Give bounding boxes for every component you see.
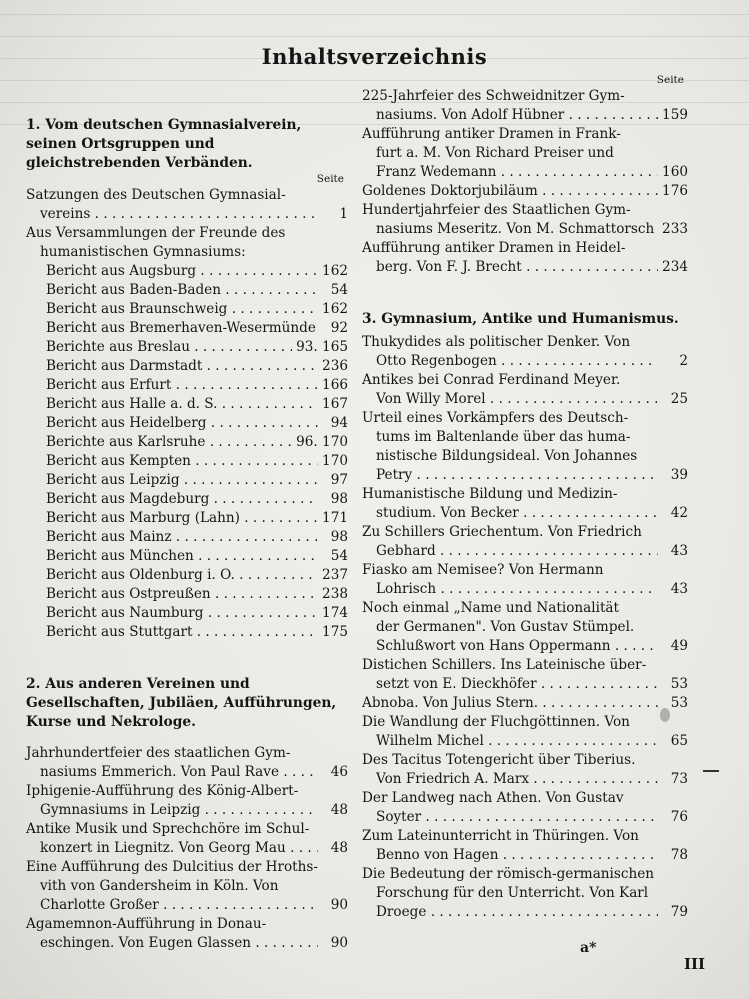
entry-text: Von Willy Morel . . . bbox=[362, 390, 658, 409]
entry-final-line bbox=[362, 694, 688, 713]
page-column-label: Seite bbox=[656, 74, 684, 86]
entry-text: humanistischen Gymnasiums: bbox=[40, 244, 246, 260]
entry-page-number: 48 bbox=[330, 802, 348, 818]
entry-final-line bbox=[26, 395, 348, 414]
entry-text: nasiums Emmerich. Von Paul Rave . . . bbox=[26, 763, 318, 782]
entry-page-number: 54 bbox=[330, 282, 348, 298]
entry-line: Antike Musik und Sprechchöre im Schul- bbox=[26, 821, 310, 837]
entry-line: Aufführung antiker Dramen in Heidel- bbox=[362, 240, 626, 256]
toc-entry bbox=[26, 452, 348, 471]
toc-entry bbox=[26, 528, 348, 547]
entry-text: Bericht aus Halle a. d. S. . . . bbox=[26, 395, 318, 414]
toc-entry bbox=[26, 300, 348, 319]
entry-text: Bericht aus Heidelberg . . . bbox=[26, 414, 318, 433]
toc-entry bbox=[362, 656, 688, 694]
entry-final-line bbox=[26, 338, 348, 357]
entry-line: Des Tacitus Totengericht über Tiberius. bbox=[362, 752, 636, 768]
toc-entry bbox=[362, 87, 688, 125]
toc-entry bbox=[362, 485, 688, 523]
toc-entry bbox=[362, 182, 688, 201]
toc-entry bbox=[362, 201, 688, 239]
entry-text: Berichte aus Breslau . . . bbox=[26, 338, 292, 357]
entry-page-number: 175 bbox=[322, 624, 348, 640]
page-title: Inhaltsverzeichnis bbox=[261, 44, 488, 69]
entry-page-number: 65 bbox=[670, 733, 688, 749]
entry-text: Bericht aus Marburg (Lahn) . . . bbox=[26, 509, 318, 528]
entry-text: Bericht aus Naumburg . . . bbox=[26, 604, 318, 623]
page-column-label: Seite bbox=[316, 173, 344, 185]
entry-line: Zum Lateinunterricht in Thüringen. Von bbox=[362, 828, 639, 844]
entry-page-number: 96. 170 bbox=[296, 434, 348, 450]
entry-line: Noch einmal „Name und Nationalität bbox=[362, 600, 619, 616]
entry-text: Bericht aus Braunschweig . . . bbox=[26, 300, 318, 319]
entry-final-line bbox=[26, 623, 348, 642]
entry-page-number: 237 bbox=[322, 567, 348, 583]
toc-entry bbox=[26, 186, 348, 224]
entry-text: Otto Regenbogen . . . bbox=[362, 352, 658, 371]
entry-text: konzert in Liegnitz. Von Georg Mau . . . bbox=[26, 839, 318, 858]
entry-line: Urteil eines Vorkämpfers des Deutsch- bbox=[362, 410, 629, 426]
entry-page-number: 25 bbox=[670, 391, 688, 407]
entry-final-line bbox=[362, 770, 688, 789]
entry-page-number: 53 bbox=[670, 676, 688, 692]
toc-entry bbox=[362, 865, 688, 922]
entry-text: Bericht aus Baden-Baden . . . bbox=[26, 281, 318, 300]
entry-final-line bbox=[26, 376, 348, 395]
toc-entry bbox=[26, 566, 348, 585]
entry-final-line bbox=[362, 637, 688, 656]
entry-final-line bbox=[26, 585, 348, 604]
entry-page-number: 170 bbox=[322, 453, 348, 469]
toc-entry bbox=[26, 744, 348, 782]
entry-final-line bbox=[26, 243, 348, 262]
entry-final-line bbox=[26, 262, 348, 281]
entry-final-line bbox=[26, 300, 348, 319]
entry-text: studium. Von Becker . . . bbox=[362, 504, 658, 523]
entry-text: Charlotte Großer . . . bbox=[26, 896, 318, 915]
entry-final-line bbox=[26, 604, 348, 623]
entry-text: Gymnasiums in Leipzig . . . bbox=[26, 801, 318, 820]
toc-entry bbox=[26, 858, 348, 915]
entry-final-line bbox=[26, 205, 348, 224]
entry-final-line bbox=[26, 452, 348, 471]
entry-final-line bbox=[362, 163, 688, 182]
entry-text: Bericht aus Augsburg . . . bbox=[26, 262, 318, 281]
entry-text: setzt von E. Dieckhöfer . . . bbox=[362, 675, 658, 694]
entry-page-number: 46 bbox=[330, 764, 348, 780]
toc-entry bbox=[362, 694, 688, 713]
entry-text: Berichte aus Karlsruhe . . . bbox=[26, 433, 292, 452]
toc-entry bbox=[26, 319, 348, 338]
entry-line: Die Bedeutung der römisch-germanischen bbox=[362, 866, 655, 882]
section1-entries bbox=[26, 186, 348, 262]
entry-text: Wilhelm Michel . . . bbox=[362, 732, 658, 751]
entry-text: Bericht aus Ostpreußen . . . bbox=[26, 585, 318, 604]
entry-final-line bbox=[362, 732, 688, 751]
entry-line: Fiasko am Nemisee? Von Hermann bbox=[362, 562, 604, 578]
entry-final-line bbox=[362, 390, 688, 409]
entry-page-number: 238 bbox=[322, 586, 348, 602]
page-number: III bbox=[684, 955, 706, 973]
toc-entry bbox=[26, 376, 348, 395]
toc-entry bbox=[362, 333, 688, 371]
toc-entry bbox=[362, 561, 688, 599]
entry-page-number: 166 bbox=[322, 377, 348, 393]
entry-final-line bbox=[362, 580, 688, 599]
entry-line: Humanistische Bildung und Medizin- bbox=[362, 486, 618, 502]
entry-final-line bbox=[362, 846, 688, 865]
entry-text: Bericht aus Darmstadt . . . bbox=[26, 357, 318, 376]
entry-page-number: 2 bbox=[679, 353, 688, 369]
entry-final-line bbox=[362, 808, 688, 827]
signature-mark: a* bbox=[580, 940, 597, 956]
entry-line: vith von Gandersheim in Köln. Von bbox=[40, 878, 279, 894]
entry-line: Forschung für den Unterricht. Von Karl bbox=[376, 885, 649, 901]
toc-entry bbox=[362, 599, 688, 656]
entry-text: Droege . . . bbox=[362, 903, 658, 922]
entry-page-number: 39 bbox=[670, 467, 688, 483]
entry-text: Bericht aus Erfurt . . . bbox=[26, 376, 318, 395]
entry-final-line bbox=[26, 319, 348, 338]
entry-text: eschingen. Von Eugen Glassen . . . bbox=[26, 934, 318, 953]
section2-entries bbox=[26, 744, 348, 953]
entry-final-line bbox=[26, 896, 348, 915]
entry-line: nistische Bildungsideal. Von Johannes bbox=[376, 448, 638, 464]
entry-page-number: 54 bbox=[330, 548, 348, 564]
entry-text: vereins . . . bbox=[26, 205, 318, 224]
entry-page-number: 162 bbox=[322, 263, 348, 279]
toc-entry bbox=[362, 523, 688, 561]
entry-page-number: 167 bbox=[322, 396, 348, 412]
entry-line: Aus Versammlungen der Freunde des bbox=[26, 225, 286, 241]
entry-text: Bericht aus München . . . bbox=[26, 547, 318, 566]
toc-entry bbox=[26, 915, 348, 953]
entry-line: Die Wandlung der Fluchgöttinnen. Von bbox=[362, 714, 630, 730]
entry-page-number: 162 bbox=[322, 301, 348, 317]
entry-final-line bbox=[26, 281, 348, 300]
entry-text: Gebhard . . . bbox=[362, 542, 658, 561]
entry-text: Bericht aus Oldenburg i. O. . . . bbox=[26, 566, 318, 585]
entry-page-number: 42 bbox=[670, 505, 688, 521]
entry-line: 225-Jahrfeier des Schweidnitzer Gym- bbox=[362, 88, 625, 104]
entry-page-number: 174 bbox=[322, 605, 348, 621]
toc-entry bbox=[26, 224, 348, 262]
entry-final-line bbox=[362, 542, 688, 561]
toc-entry bbox=[26, 490, 348, 509]
entry-line: Iphigenie-Aufführung des König-Albert- bbox=[26, 783, 299, 799]
toc-entry bbox=[26, 623, 348, 642]
entry-text: Bericht aus Magdeburg . . . bbox=[26, 490, 318, 509]
entry-text: Abnoba. Von Julius Stern. . . . bbox=[362, 694, 658, 713]
entry-page-number: 76 bbox=[670, 809, 688, 825]
entry-final-line bbox=[26, 471, 348, 490]
toc-entry bbox=[26, 281, 348, 300]
toc-entry bbox=[26, 585, 348, 604]
entry-line: Distichen Schillers. Ins Lateinische über- bbox=[362, 657, 647, 673]
entry-page-number: 171 bbox=[322, 510, 348, 526]
section3-entries bbox=[362, 333, 688, 922]
entry-final-line bbox=[362, 504, 688, 523]
entry-final-line bbox=[26, 839, 348, 858]
entry-final-line bbox=[26, 801, 348, 820]
entry-page-number: 98 bbox=[330, 491, 348, 507]
entry-page-number: 159 bbox=[662, 107, 688, 123]
entry-text: berg. Von F. J. Brecht . . . bbox=[362, 258, 658, 277]
entry-text: Von Friedrich A. Marx . . . bbox=[362, 770, 658, 789]
ink-blot bbox=[660, 708, 670, 722]
toc-entry bbox=[362, 239, 688, 277]
entry-page-number: 92 bbox=[330, 320, 348, 336]
toc-entry bbox=[26, 547, 348, 566]
entry-line: Eine Aufführung des Dulcitius der Hroths- bbox=[26, 859, 318, 875]
entry-final-line bbox=[26, 414, 348, 433]
section-heading: 1. Vom deutschen Gymnasialverein, seinen Ortsgruppen und gleichstrebenden Verbänden. bbox=[26, 117, 302, 171]
entry-final-line bbox=[362, 352, 688, 371]
toc-entry bbox=[26, 395, 348, 414]
entry-line: Hundertjahrfeier des Staatlichen Gym- bbox=[362, 202, 631, 218]
entry-page-number: 43 bbox=[670, 581, 688, 597]
toc-entry bbox=[26, 262, 348, 281]
entry-page-number: 97 bbox=[330, 472, 348, 488]
toc-entry bbox=[26, 338, 348, 357]
entry-text: Bericht aus Leipzig . . . bbox=[26, 471, 318, 490]
entry-page-number: 43 bbox=[670, 543, 688, 559]
entry-page-number: 78 bbox=[670, 847, 688, 863]
entry-text: Bericht aus Kempten . . . bbox=[26, 452, 318, 471]
entry-final-line bbox=[362, 258, 688, 277]
entry-page-number: 176 bbox=[662, 183, 688, 199]
entry-page-number: 236 bbox=[322, 358, 348, 374]
toc-entry bbox=[26, 820, 348, 858]
entry-page-number: 93. 165 bbox=[296, 339, 348, 355]
entry-page-number: 94 bbox=[330, 415, 348, 431]
entry-text: nasiums Meseritz. Von M. Schmattorsch . . . bbox=[362, 220, 658, 239]
entry-final-line bbox=[26, 490, 348, 509]
entry-text: nasiums. Von Adolf Hübner . . . bbox=[362, 106, 658, 125]
toc-entry bbox=[26, 357, 348, 376]
section2-continued-entries bbox=[362, 87, 688, 277]
toc-entry bbox=[26, 782, 348, 820]
toc-entry bbox=[362, 827, 688, 865]
entry-line: Zu Schillers Griechentum. Von Friedrich bbox=[362, 524, 642, 540]
entry-page-number: 73 bbox=[670, 771, 688, 787]
toc-entry bbox=[26, 414, 348, 433]
entry-page-number: 53 bbox=[670, 695, 688, 711]
entry-line: Der Landweg nach Athen. Von Gustav bbox=[362, 790, 624, 806]
entry-page-number: 234 bbox=[662, 259, 688, 275]
toc-entry bbox=[362, 409, 688, 485]
entry-text: Soyter . . . bbox=[362, 808, 658, 827]
toc-entry bbox=[362, 371, 688, 409]
section-heading: 2. Aus anderen Vereinen und Gesellschaften, Jubiläen, Aufführungen, Kurse und Nekrologe. bbox=[26, 676, 337, 730]
entry-page-number: 160 bbox=[662, 164, 688, 180]
entry-line: tums im Baltenlande über das huma- bbox=[376, 429, 631, 445]
entry-page-number: 90 bbox=[330, 935, 348, 951]
entry-text: Bericht aus Stuttgart . . . bbox=[26, 623, 318, 642]
entry-text: Bericht aus Bremerhaven-Wesermünde . . . bbox=[26, 319, 318, 338]
entry-final-line bbox=[26, 528, 348, 547]
entry-final-line bbox=[26, 566, 348, 585]
entry-page-number: 49 bbox=[670, 638, 688, 654]
toc-entry bbox=[26, 433, 348, 452]
right-column bbox=[362, 74, 688, 922]
entry-line: Aufführung antiker Dramen in Frank- bbox=[362, 126, 621, 142]
left-column bbox=[26, 82, 348, 953]
entry-text: Benno von Hagen . . . bbox=[362, 846, 658, 865]
entry-line: Antikes bei Conrad Ferdinand Meyer. bbox=[362, 372, 621, 388]
entry-final-line bbox=[362, 675, 688, 694]
entry-page-number: 233 bbox=[662, 221, 688, 237]
entry-final-line bbox=[26, 547, 348, 566]
section1-reports bbox=[26, 262, 348, 642]
entry-line: furt a. M. Von Richard Preiser und bbox=[376, 145, 614, 161]
entry-final-line bbox=[362, 106, 688, 125]
entry-page-number: 1 bbox=[339, 206, 348, 222]
entry-text: Schlußwort von Hans Oppermann . . . bbox=[362, 637, 658, 656]
margin-mark bbox=[703, 770, 719, 772]
section-heading: 3. Gymnasium, Antike und Humanismus. bbox=[362, 311, 679, 327]
entry-final-line bbox=[362, 903, 688, 922]
toc-entry bbox=[26, 509, 348, 528]
entry-line: Jahrhundertfeier des staatlichen Gym- bbox=[26, 745, 291, 761]
toc-entry bbox=[362, 751, 688, 789]
entry-final-line bbox=[362, 466, 688, 485]
entry-text: Bericht aus Mainz . . . bbox=[26, 528, 318, 547]
toc-entry bbox=[26, 604, 348, 623]
entry-text: Petry . . . bbox=[362, 466, 658, 485]
entry-final-line bbox=[26, 763, 348, 782]
entry-page-number: 79 bbox=[670, 904, 688, 920]
entry-final-line bbox=[26, 433, 348, 452]
toc-entry bbox=[362, 789, 688, 827]
entry-text: Lohrisch . . . bbox=[362, 580, 658, 599]
entry-text: Franz Wedemann . . . bbox=[362, 163, 658, 182]
entry-final-line bbox=[26, 934, 348, 953]
entry-final-line bbox=[26, 509, 348, 528]
entry-final-line bbox=[26, 357, 348, 376]
entry-page-number: 90 bbox=[330, 897, 348, 913]
entry-line: der Germanen". Von Gustav Stümpel. bbox=[376, 619, 635, 635]
toc-entry bbox=[362, 713, 688, 751]
entry-final-line bbox=[362, 220, 688, 239]
entry-final-line bbox=[362, 182, 688, 201]
entry-line: Thukydides als politischer Denker. Von bbox=[362, 334, 631, 350]
entry-line: Agamemnon-Aufführung in Donau- bbox=[26, 916, 267, 932]
toc-entry bbox=[26, 471, 348, 490]
entry-line: Satzungen des Deutschen Gymnasial- bbox=[26, 187, 286, 203]
entry-page-number: 98 bbox=[330, 529, 348, 545]
toc-entry bbox=[362, 125, 688, 182]
entry-text: Goldenes Doktorjubiläum . . . bbox=[362, 182, 658, 201]
entry-page-number: 48 bbox=[330, 840, 348, 856]
